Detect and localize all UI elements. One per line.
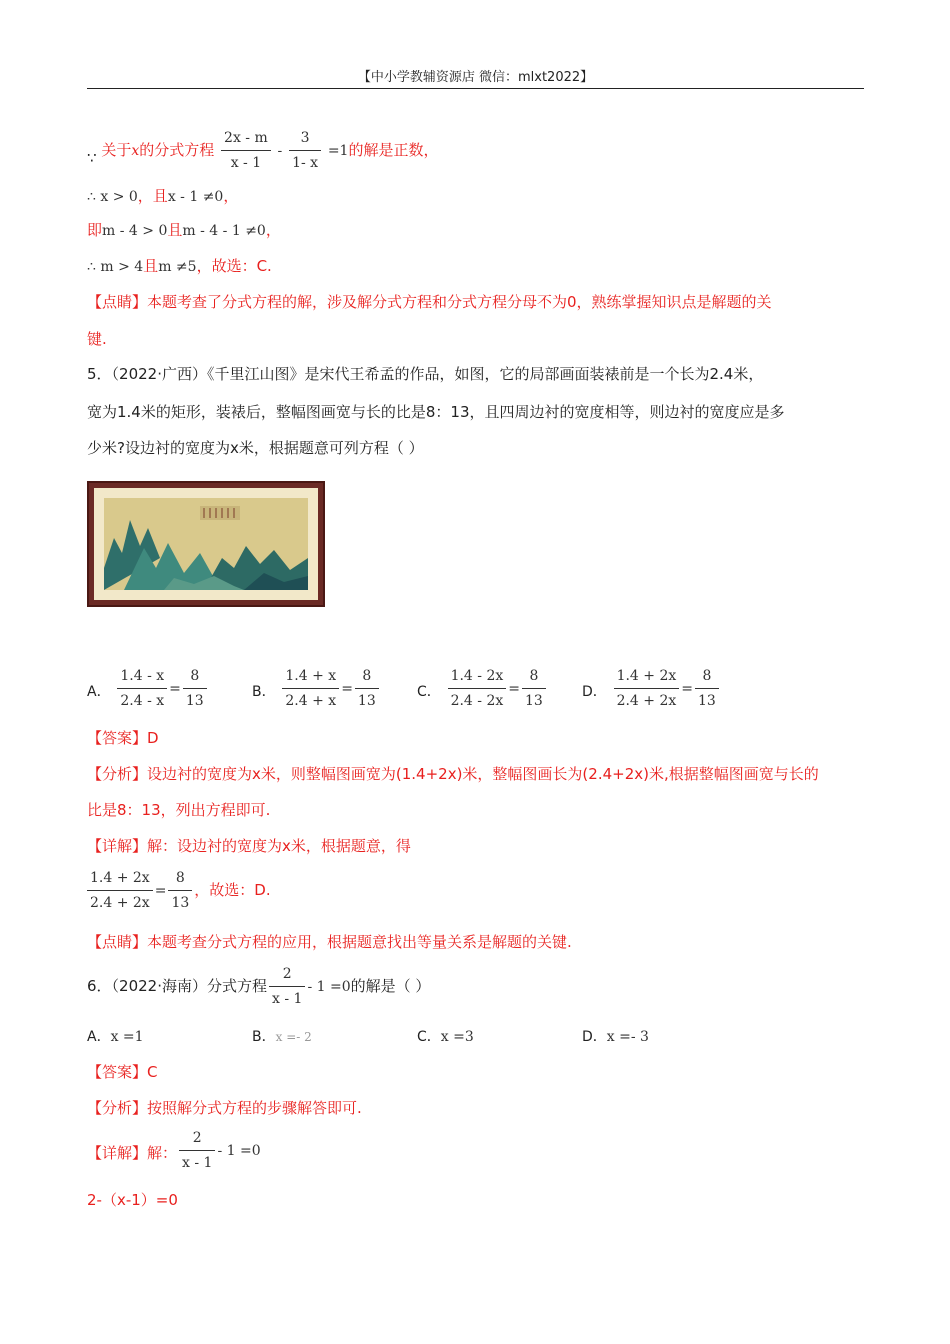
painting-mat bbox=[94, 488, 318, 600]
question-6-detail bbox=[87, 1128, 261, 1174]
solution-text: ，故选：C. bbox=[196, 257, 272, 275]
question-5-analysis-line-2: 比是8：13，列出方程即可. bbox=[87, 801, 271, 819]
math-expression: ∴ m > 4 bbox=[87, 259, 144, 275]
fraction-numerator: 1.4 - 2x bbox=[448, 666, 507, 689]
fraction-denominator: 13 bbox=[525, 693, 543, 709]
option-label: A． bbox=[87, 684, 111, 700]
fraction-denominator: x - 1 bbox=[272, 991, 303, 1007]
fraction-numerator: 1.4 + 2x bbox=[614, 666, 680, 689]
math-expression: m - 4 > 0 bbox=[102, 223, 168, 239]
fraction-denominator: 2.4 - 2x bbox=[450, 693, 504, 709]
fraction bbox=[87, 868, 153, 913]
page-header: 【中小学教辅资源店 微信：mlxt2022】 bbox=[357, 70, 594, 85]
fraction-denominator: 1- x bbox=[292, 155, 319, 171]
option-label: A． bbox=[87, 1029, 111, 1045]
fraction-denominator: 2.4 - x bbox=[120, 693, 165, 709]
solution-line-3 bbox=[87, 220, 281, 241]
fraction bbox=[168, 868, 192, 913]
minus-sign: - bbox=[277, 143, 283, 159]
fraction-denominator: 13 bbox=[185, 693, 204, 709]
fraction-numerator: 8 bbox=[183, 666, 207, 689]
fraction-denominator: 13 bbox=[357, 693, 376, 709]
fraction bbox=[448, 666, 507, 711]
equals-sign: = bbox=[169, 681, 181, 697]
math-expression: - 1 =0 bbox=[217, 1143, 261, 1159]
option-a[interactable] bbox=[87, 1026, 144, 1047]
option-c[interactable] bbox=[417, 666, 548, 711]
fraction-numerator: 3 bbox=[289, 128, 321, 151]
option-label: D． bbox=[582, 1029, 607, 1045]
comment-line-1: 【点睛】本题考查了分式方程的解，涉及解分式方程和分式方程分母不为0，熟练掌握知识点是解题的关 bbox=[87, 293, 772, 311]
fraction-denominator: 13 bbox=[171, 895, 190, 911]
solution-text: ，且 bbox=[137, 187, 168, 205]
fraction-numerator: 2x - m bbox=[221, 128, 271, 151]
question-5-line-1: 5．（2022·广西）《千里江山图》是宋代王希孟的作品，如图，它的局部画面装裱前是一个长为2.4米， bbox=[87, 365, 764, 383]
fraction bbox=[614, 666, 680, 711]
math-expression: m ≠5 bbox=[158, 259, 197, 275]
solution-text: ，故选：D. bbox=[194, 881, 271, 899]
option-label: C． bbox=[417, 684, 441, 700]
fraction bbox=[269, 964, 305, 1009]
solution-text: 的分式方程 bbox=[139, 141, 215, 159]
fraction bbox=[183, 666, 207, 711]
question-6-analysis: 【分析】按照解分式方程的步骤解答即可. bbox=[87, 1099, 362, 1117]
fraction-numerator: 8 bbox=[695, 666, 719, 689]
fraction-numerator: 8 bbox=[355, 666, 379, 689]
fraction-numerator: 1.4 + 2x bbox=[87, 868, 153, 891]
question-text: 6．（2022·海南）分式方程 bbox=[87, 977, 267, 995]
math-expression: m - 4 - 1 ≠0 bbox=[182, 223, 266, 239]
math-expression: x - 1 ≠0 bbox=[167, 189, 224, 205]
fraction-numerator: 8 bbox=[522, 666, 546, 689]
fraction bbox=[289, 128, 321, 173]
question-5-comment: 【点睛】本题考查分式方程的应用，根据题意找出等量关系是解题的关键. bbox=[87, 933, 572, 951]
solution-text: ， bbox=[265, 221, 281, 239]
equals-sign: = bbox=[508, 681, 520, 697]
option-d[interactable] bbox=[582, 1026, 649, 1047]
math-expression: - 1 =0 bbox=[307, 979, 351, 995]
fraction-denominator: 2.4 + 2x bbox=[616, 693, 677, 709]
option-value: x =- 2 bbox=[275, 1030, 312, 1044]
since-symbol: ∵ bbox=[87, 149, 97, 167]
question-6-stem bbox=[87, 964, 430, 1010]
fraction-numerator: 8 bbox=[168, 868, 192, 891]
fraction-denominator: 13 bbox=[698, 693, 716, 709]
option-label: B． bbox=[252, 684, 276, 700]
equals-sign: = bbox=[681, 681, 693, 697]
question-5-analysis-line-1: 【分析】设边衬的宽度为x米，则整幅图画宽为(1.4+2x)米，整幅图画长为(2.4+2x)米,根据整幅图画宽与长的 bbox=[87, 765, 819, 783]
option-d[interactable] bbox=[582, 666, 721, 711]
fraction-denominator: 2.4 + x bbox=[285, 693, 337, 709]
question-5-detail-equation bbox=[87, 868, 271, 914]
painting-artwork bbox=[104, 498, 308, 590]
fraction-denominator: 2.4 + 2x bbox=[90, 895, 150, 911]
variable-x: x bbox=[131, 143, 140, 159]
fraction bbox=[117, 666, 167, 711]
fraction-numerator: 2 bbox=[269, 964, 305, 987]
fraction bbox=[282, 666, 339, 711]
solution-text: 且 bbox=[143, 257, 159, 275]
fraction-numerator: 1.4 + x bbox=[282, 666, 339, 689]
option-label: B． bbox=[252, 1029, 276, 1045]
question-6-step-1: 2-（x-1）=0 bbox=[87, 1191, 178, 1209]
solution-line-4 bbox=[87, 256, 272, 277]
option-value: x =1 bbox=[110, 1029, 144, 1045]
comment-line-2: 键. bbox=[87, 330, 107, 348]
question-text: 的解是（ ） bbox=[350, 977, 431, 995]
solution-text: 即 bbox=[87, 221, 103, 239]
equals-one: =1 bbox=[327, 143, 349, 159]
option-label: D． bbox=[582, 684, 607, 700]
math-expression: ∴ x > 0 bbox=[87, 189, 138, 205]
option-a[interactable] bbox=[87, 666, 209, 711]
fraction-numerator: 2 bbox=[179, 1128, 215, 1151]
solution-text: ， bbox=[223, 187, 239, 205]
solution-text: 且 bbox=[167, 221, 183, 239]
question-5-line-2: 宽为1.4米的矩形，装裱后，整幅图画宽与长的比是8：13，且四周边衬的宽度相等，则边衬的宽度应是多 bbox=[87, 403, 785, 421]
option-label: C． bbox=[417, 1029, 441, 1045]
option-value: x =- 3 bbox=[606, 1029, 649, 1045]
header-rule bbox=[87, 88, 864, 89]
solution-text: 的解是正数， bbox=[348, 141, 439, 159]
solution-text: 关于 bbox=[101, 141, 132, 159]
solution-line-2 bbox=[87, 186, 238, 207]
landscape-painting-image bbox=[87, 481, 325, 607]
fraction-denominator: x - 1 bbox=[230, 155, 262, 171]
fraction bbox=[355, 666, 379, 711]
solution-text: 【详解】解： bbox=[87, 1144, 178, 1162]
question-5-line-3: 少米?设边衬的宽度为x米，根据题意可列方程（ ） bbox=[87, 439, 424, 457]
option-c[interactable] bbox=[417, 1026, 474, 1047]
equals-sign: = bbox=[154, 883, 167, 899]
equals-sign: = bbox=[341, 681, 353, 697]
mountain-landscape-icon bbox=[104, 498, 308, 590]
fraction-denominator: x - 1 bbox=[182, 1155, 213, 1171]
option-b[interactable] bbox=[252, 1026, 312, 1047]
question-5-answer: 【答案】D bbox=[87, 729, 159, 747]
fraction bbox=[179, 1128, 215, 1173]
fraction-numerator: 1.4 - x bbox=[117, 666, 167, 689]
option-value: x =3 bbox=[440, 1029, 474, 1045]
solution-line-1 bbox=[87, 128, 439, 171]
question-6-answer: 【答案】C bbox=[87, 1063, 158, 1081]
fraction bbox=[221, 128, 271, 173]
fraction bbox=[522, 666, 546, 711]
question-5-detail-line-1: 【详解】解：设边衬的宽度为x米，根据题意，得 bbox=[87, 837, 411, 855]
option-b[interactable] bbox=[252, 666, 381, 711]
fraction bbox=[695, 666, 719, 711]
